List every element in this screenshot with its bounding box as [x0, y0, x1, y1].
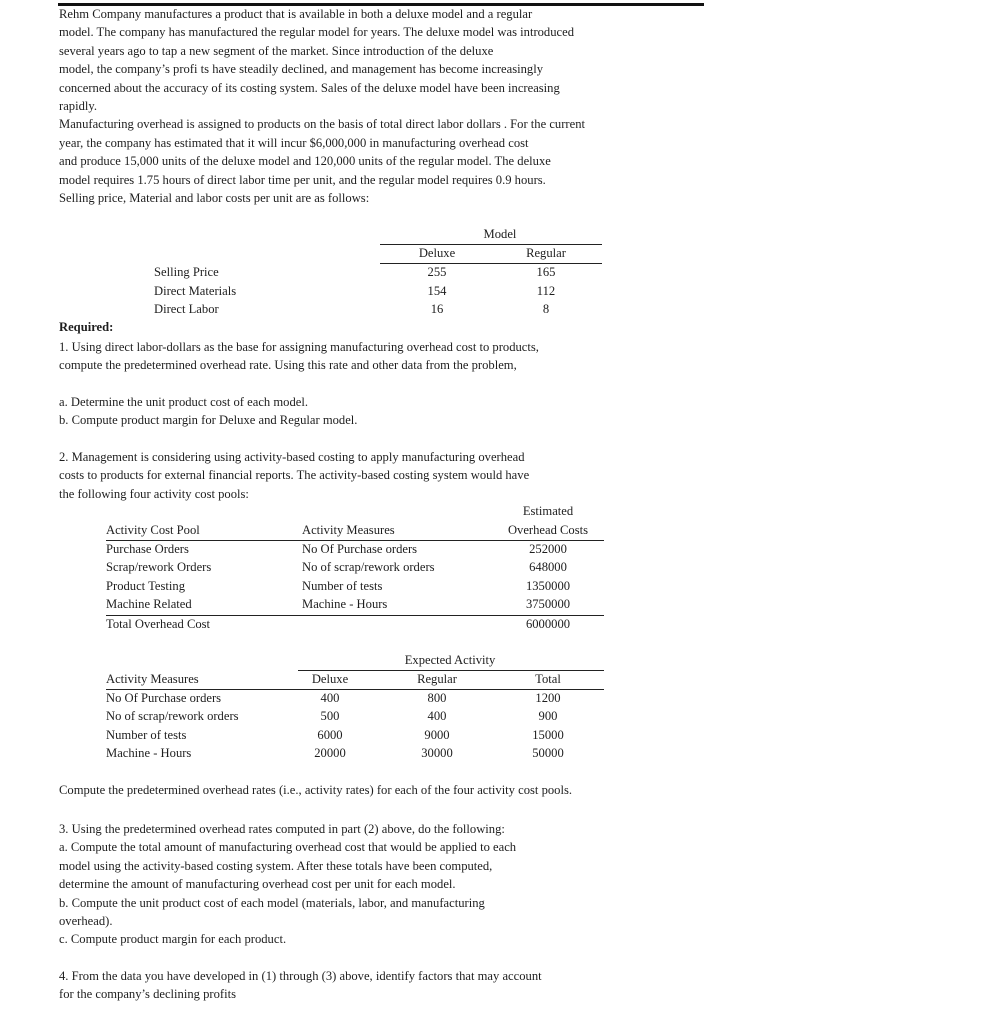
- intro-line: year, the company has estimated that it will incur $6,000,000 in manufacturing overhead cost: [59, 135, 529, 150]
- intro-line: model requires 1.75 hours of direct labor time per unit, and the regular model requires 0.9 hours.: [59, 172, 546, 187]
- pool-measure: No Of Purchase orders: [302, 542, 418, 556]
- intro-line: several years ago to tap a new segment of the market. Since introduction of the deluxe: [59, 43, 494, 58]
- pool-name: Scrap/rework Orders: [106, 560, 212, 574]
- total-activity: 1200: [535, 691, 561, 705]
- part1-items: [59, 393, 357, 430]
- part3-line: 3. Using the predetermined overhead rates computed in part (2) above, do the following:: [59, 822, 505, 836]
- part2-text: [59, 448, 529, 503]
- required-heading: Required:: [59, 320, 114, 334]
- regular-column-header: Regular: [526, 246, 566, 260]
- deluxe-value: 255: [427, 265, 447, 279]
- part1-line: 1. Using direct labor-dollars as the base for assigning manufacturing overhead cost to products,: [59, 340, 539, 354]
- part2-line: costs to products for external financial reports. The activity-based costing system would have: [59, 468, 530, 483]
- regular-activity: 9000: [424, 728, 450, 742]
- regular-activity: 800: [427, 691, 447, 705]
- part4-line: for the company’s declining profits: [59, 987, 236, 1002]
- part2-line: the following four activity cost pools:: [59, 486, 249, 501]
- pool-measure: Number of tests: [302, 579, 383, 593]
- part3-line: b. Compute the unit product cost of each model (materials, labor, and manufacturing: [59, 895, 485, 910]
- intro-line: Rehm Company manufactures a product that is available in both a deluxe model and a regular: [59, 7, 533, 21]
- deluxe-header: Deluxe: [311, 672, 349, 686]
- pool-cost: 1350000: [525, 579, 571, 593]
- pool-header-rule: [106, 540, 604, 541]
- expected-header-rule: [298, 670, 604, 671]
- activity-measure: No of scrap/rework orders: [106, 709, 239, 723]
- pool-name: Machine Related: [106, 597, 192, 611]
- activity-measure: Number of tests: [106, 728, 187, 742]
- activity-measure-header: Activity Measures: [106, 672, 199, 686]
- regular-header: Regular: [417, 672, 457, 686]
- row-label: Direct Materials: [154, 284, 237, 298]
- total-activity: 900: [538, 709, 558, 723]
- total-activity: 50000: [532, 746, 564, 760]
- column-header-rule: [380, 263, 602, 264]
- regular-value: 165: [536, 265, 556, 279]
- part3-text: [59, 820, 516, 949]
- deluxe-value: 154: [427, 284, 447, 298]
- part1-text: [59, 338, 539, 375]
- deluxe-activity: 500: [320, 709, 340, 723]
- activity-header-rule: [106, 689, 604, 690]
- intro-line: Selling price, Material and labor costs per unit are as follows:: [59, 191, 370, 206]
- estimated-header: Estimated: [522, 504, 574, 518]
- intro-paragraph: [59, 5, 585, 207]
- row-label: Direct Labor: [154, 302, 219, 316]
- pool-cost: 648000: [529, 560, 567, 574]
- activity-measure: Machine - Hours: [106, 746, 192, 760]
- part3-line: determine the amount of manufacturing overhead cost per unit for each model.: [59, 877, 456, 892]
- total-header: Total: [535, 672, 561, 686]
- pool-header: Activity Cost Pool: [106, 523, 200, 537]
- regular-activity: 400: [427, 709, 447, 723]
- pool-measure: Machine - Hours: [302, 597, 388, 611]
- expected-activity-header: Expected Activity: [404, 653, 496, 667]
- regular-activity: 30000: [421, 746, 453, 760]
- part1-line: compute the predetermined overhead rate. Using this rate and other data from the problem,: [59, 358, 517, 373]
- intro-line: and produce 15,000 units of the deluxe model and 120,000 units of the regular model. The deluxe: [59, 154, 551, 169]
- deluxe-column-header: Deluxe: [418, 246, 456, 260]
- deluxe-value: 16: [430, 302, 444, 316]
- part1-item: a. Determine the unit product cost of each model.: [59, 395, 308, 409]
- pool-total-rule: [106, 615, 604, 616]
- total-label: Total Overhead Cost: [106, 617, 211, 631]
- compute-rates-instruction: Compute the predetermined overhead rates (i.e., activity rates) for each of the four activity cost pools.: [59, 783, 573, 797]
- pool-cost: 252000: [529, 542, 567, 556]
- overhead-costs-header: Overhead Costs: [507, 523, 589, 537]
- regular-value: 112: [536, 284, 556, 298]
- part3-line: model using the activity-based costing system. After these totals have been computed,: [59, 858, 493, 873]
- part4-text: [59, 967, 542, 1004]
- part1-item: b. Compute product margin for Deluxe and Regular model.: [59, 413, 358, 428]
- intro-line: concerned about the accuracy of its costing system. Sales of the deluxe model have been increasing: [59, 80, 560, 95]
- intro-line: rapidly.: [59, 99, 98, 114]
- part3-line: a. Compute the total amount of manufacturing overhead cost that would be applied to each: [59, 840, 517, 855]
- intro-line: Manufacturing overhead is assigned to products on the basis of total direct labor dollars . For the current: [59, 117, 585, 132]
- intro-line: model, the company’s profi ts have steadily declined, and management has become increasingly: [59, 62, 544, 77]
- measure-header: Activity Measures: [302, 523, 395, 537]
- model-header: Model: [483, 227, 517, 241]
- total-activity: 15000: [532, 728, 564, 742]
- pool-cost: 3750000: [525, 597, 571, 611]
- deluxe-activity: 6000: [317, 728, 343, 742]
- regular-value: 8: [542, 302, 550, 316]
- deluxe-activity: 400: [320, 691, 340, 705]
- part2-line: 2. Management is considering using activity-based costing to apply manufacturing overhead: [59, 450, 525, 464]
- intro-line: model. The company has manufactured the regular model for years. The deluxe model was introduced: [59, 25, 575, 40]
- part3-line: overhead).: [59, 914, 113, 929]
- model-header-rule: [380, 244, 602, 245]
- activity-measure: No Of Purchase orders: [106, 691, 222, 705]
- pool-name: Purchase Orders: [106, 542, 189, 556]
- pool-name: Product Testing: [106, 579, 185, 593]
- pool-measure: No of scrap/rework orders: [302, 560, 435, 574]
- row-label: Selling Price: [154, 265, 219, 279]
- total-cost: 6000000: [525, 617, 571, 631]
- deluxe-activity: 20000: [314, 746, 346, 760]
- part4-line: 4. From the data you have developed in (1) through (3) above, identify factors that may account: [59, 969, 542, 983]
- part3-line: c. Compute product margin for each product.: [59, 932, 287, 947]
